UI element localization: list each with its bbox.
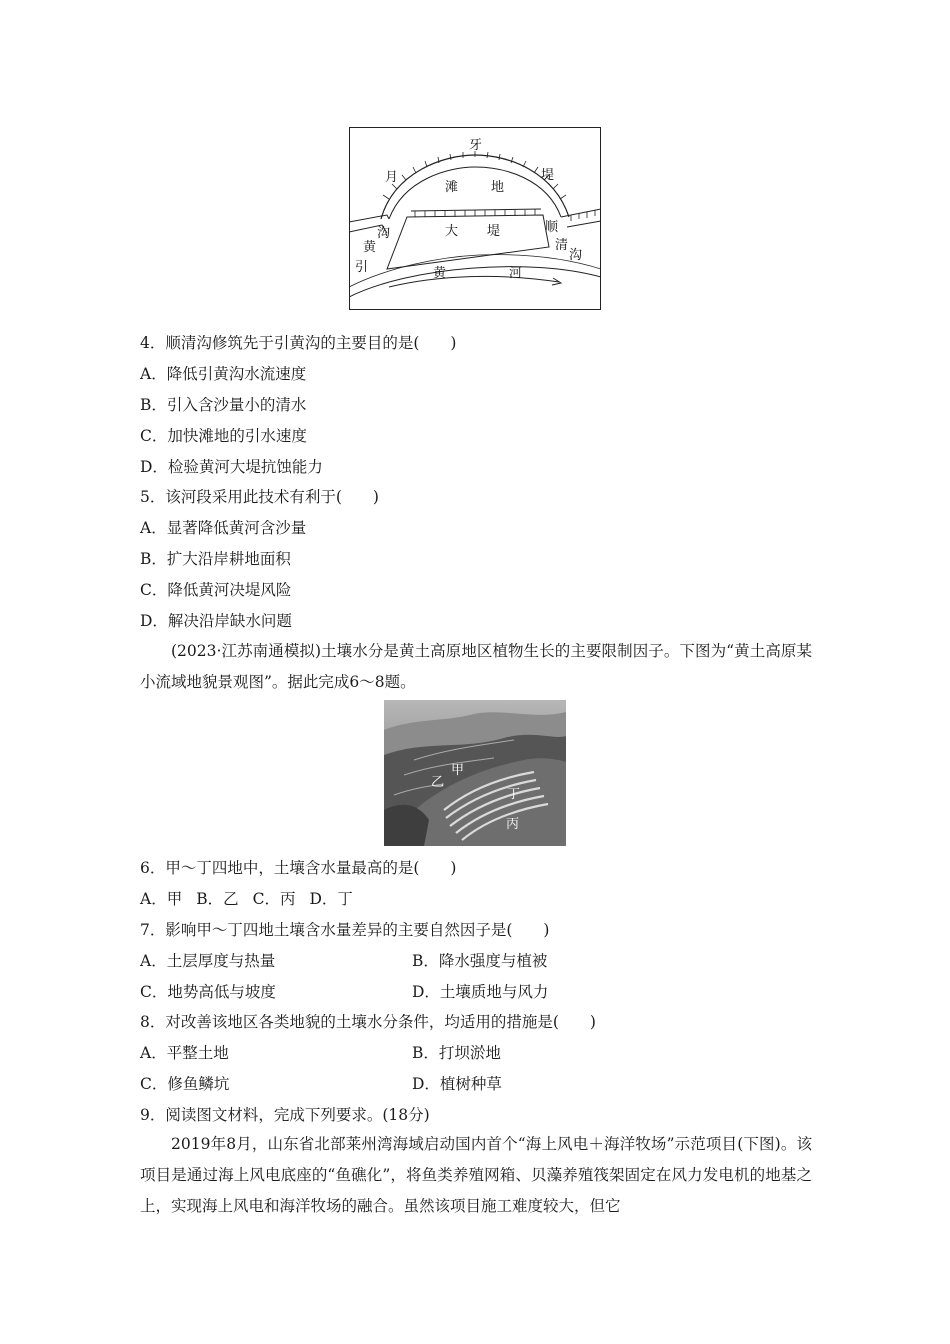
q8-option-d: D．植树种草 bbox=[412, 1075, 502, 1093]
q4-option-d: D．检验黄河大堤抗蚀能力 bbox=[140, 458, 323, 476]
q6-options bbox=[140, 889, 367, 909]
label-tan: 滩 bbox=[445, 180, 459, 195]
q6-option-b: B．乙 bbox=[196, 890, 239, 908]
label-he: 河 bbox=[509, 266, 523, 281]
q8-option-b: B．打坝淤地 bbox=[412, 1044, 501, 1062]
label-ya: 牙 bbox=[469, 138, 483, 153]
q6-option-c: C．丙 bbox=[252, 890, 296, 908]
q7-option-b: B．降水强度与植被 bbox=[412, 952, 548, 970]
q9-stem: 9．阅读图文材料，完成下列要求。(18分) bbox=[140, 1106, 430, 1124]
loess-landscape-photo bbox=[384, 700, 566, 846]
q7-stem: 7．影响甲～丁四地土壤含水量差异的主要自然因子是( ) bbox=[140, 921, 550, 939]
q5-option-b: B．扩大沿岸耕地面积 bbox=[140, 550, 291, 568]
q7-option-d: D．土壤质地与风力 bbox=[412, 983, 549, 1001]
q7-option-c: C．地势高低与坡度 bbox=[140, 983, 276, 1001]
label-huang-river: 黄 bbox=[433, 266, 447, 281]
q6-option-d: D．丁 bbox=[309, 890, 353, 908]
q6-stem: 6．甲～丁四地中，土壤含水量最高的是( ) bbox=[140, 859, 457, 877]
q5-option-a: A．显著降低黄河含沙量 bbox=[140, 519, 307, 537]
q7-option-a: A．土层厚度与热量 bbox=[140, 952, 276, 970]
label-shun: 顺 bbox=[545, 220, 559, 235]
label-yin: 引 bbox=[355, 260, 369, 275]
label-di-big: 堤 bbox=[487, 224, 501, 239]
q4-option-c: C．加快滩地的引水速度 bbox=[140, 427, 307, 445]
label-huang-left: 黄 bbox=[363, 240, 377, 255]
q6-option-a: A．甲 bbox=[140, 890, 183, 908]
q8-option-c: C．修鱼鳞坑 bbox=[140, 1075, 230, 1093]
label-jia: 甲 bbox=[451, 763, 465, 778]
label-yi: 乙 bbox=[431, 775, 445, 790]
label-yue: 月 bbox=[385, 170, 399, 185]
q5-option-d: D．解决沿岸缺水问题 bbox=[140, 612, 292, 630]
q8-option-a: A．平整土地 bbox=[140, 1044, 229, 1062]
label-di-land: 地 bbox=[491, 180, 505, 195]
q8-stem: 8．对改善该地区各类地貌的土壤水分条件，均适用的措施是( ) bbox=[140, 1013, 596, 1031]
intro-paragraph: (2023·江苏南通模拟)土壤水分是黄土高原地区植物生长的主要限制因子。下图为“黄土高原某小流域地貌景观图”。据此完成6～8题。 bbox=[140, 642, 812, 691]
label-qing: 清 bbox=[555, 238, 569, 253]
q5-stem: 5．该河段采用此技术有利于( ) bbox=[140, 488, 379, 506]
q4-option-a: A．降低引黄沟水流速度 bbox=[140, 365, 307, 383]
crescent-dike-diagram bbox=[349, 127, 601, 310]
label-da: 大 bbox=[445, 224, 459, 239]
q9-passage: 2019年8月，山东省北部莱州湾海域启动国内首个“海上风电＋海洋牧场”示范项目(下图)。该项目是通过海上风电底座的“鱼礁化”，将鱼类养殖网箱、贝藻养殖筏架固定在风力发电机的地基之上，实现海上风电和海洋牧场的融合。虽然该项目施工难度较大，但它 bbox=[140, 1135, 812, 1215]
label-bing: 丙 bbox=[506, 817, 520, 832]
label-gou-right: 沟 bbox=[569, 248, 583, 263]
label-ding: 丁 bbox=[507, 787, 521, 802]
q4-stem: 4．顺清沟修筑先于引黄沟的主要目的是( ) bbox=[140, 334, 457, 352]
q5-option-c: C．降低黄河决堤风险 bbox=[140, 581, 292, 599]
label-di-top: 堤 bbox=[541, 168, 555, 183]
q4-option-b: B．引入含沙量小的清水 bbox=[140, 396, 307, 414]
label-gou-left: 沟 bbox=[377, 226, 391, 241]
